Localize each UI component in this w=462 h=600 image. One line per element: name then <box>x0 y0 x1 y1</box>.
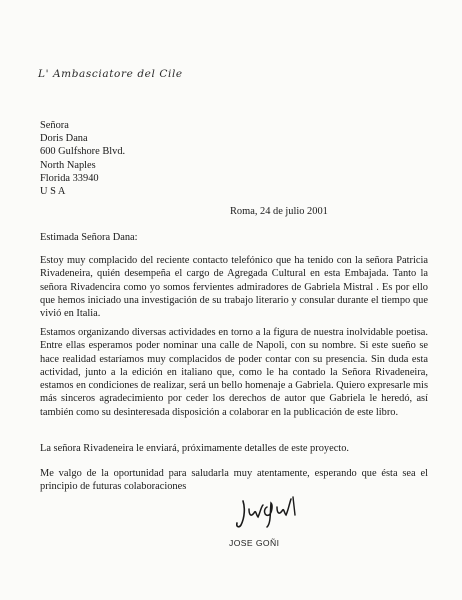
body-paragraph: Estamos organizando diversas actividades en torno a la figura de nuestra inolvidable poetisa. Entre ellas esperamos poder nominar una calle de Napoli, con su nombre. Si este sueño se hace realidad estaríamos muy complacidos de poder contar con su presencia. Sin duda esta actividad, junto a la edición en italiano que, como le ha contado la Señora Rivadeneira, estamos en condiciones de realizar, será un bello homenaje a Gabriela. Quiero expresarle mis más sinceros agradecimiento por ceder los derechos de autor que Gabriela le heredó, así también como su desinteresada disposición a colaborar en la publicación de este libro. <box>40 327 428 418</box>
address-line: Florida 33940 <box>40 172 99 184</box>
letter-date: Roma, 24 de julio 2001 <box>230 206 328 217</box>
body-paragraph: La señora Rivadeneira le enviará, próximamente detalles de este proyecto. <box>40 443 349 454</box>
handwritten-signature <box>233 493 303 531</box>
body-paragraph: Estoy muy complacido del reciente contacto telefónico que ha tenido con la señora Patricia Rivadeneira, quién desempeña el cargo de Agregada Cultural en esta Embajada. Tanto la señora Rivadencira como yo somos fervientes admiradores de Gabriela Mistral . Es por ello que hemos iniciado una investigación de su trabajo literario y consular durante el tiempo que vivió en Italia. <box>40 255 428 320</box>
address-line: Señora <box>40 120 69 131</box>
letterhead: L' Ambasciatore del Cile <box>38 68 183 80</box>
address-line: U S A <box>40 186 66 198</box>
signer-name: JOSE GOÑI <box>229 538 280 548</box>
address-line: North Naples <box>40 159 96 171</box>
salutation: Estimada Señora Dana: <box>40 232 138 243</box>
address-line: 600 Gulfshore Blvd. <box>40 146 126 158</box>
body-paragraph: Me valgo de la oportunidad para saludarla muy atentamente, esperando que ésta sea el principio de futuras colaboraciones <box>40 468 428 493</box>
address-line: Doris Dana <box>40 133 88 145</box>
recipient-address <box>40 119 125 198</box>
